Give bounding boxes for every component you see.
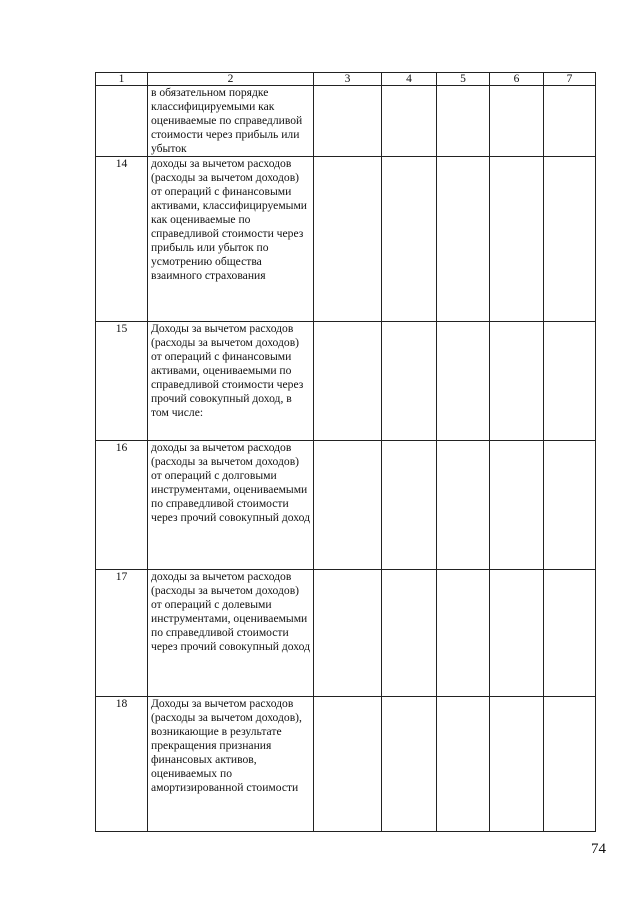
value-cell: [382, 157, 437, 322]
row-description: доходы за вычетом расходов (расходы за вычетом доходов) от операций с долевыми инструментами, оцениваемыми по справедливой стоимости через прочий совокупный доход: [148, 570, 314, 697]
value-cell: [382, 86, 437, 157]
row-description: доходы за вычетом расходов (расходы за вычетом доходов) от операций с долговыми инструментами, оцениваемыми по справедливой стоимости через прочий совокупный доход: [148, 441, 314, 570]
column-header: 4: [382, 73, 437, 86]
row-number: [96, 86, 148, 157]
value-cell: [382, 322, 437, 441]
table-row: [96, 441, 596, 570]
column-header: 7: [544, 73, 596, 86]
row-description: в обязательном порядке классифицируемыми как оцениваемые по справедливой стоимости через прибыль или убыток: [148, 86, 314, 157]
value-cell: [544, 441, 596, 570]
value-cell: [314, 157, 382, 322]
value-cell: [437, 86, 490, 157]
value-cell: [544, 86, 596, 157]
row-description: доходы за вычетом расходов (расходы за вычетом доходов) от операций с финансовыми активами, классифицируемыми как оцениваемые по справедливой стоимости через прибыль или убыток по усмотрению общества взаимного страхования: [148, 157, 314, 322]
value-cell: [490, 322, 544, 441]
value-cell: [437, 441, 490, 570]
row-number: 17: [96, 570, 148, 697]
value-cell: [314, 697, 382, 832]
value-cell: [382, 441, 437, 570]
row-number: 15: [96, 322, 148, 441]
value-cell: [437, 322, 490, 441]
value-cell: [490, 697, 544, 832]
value-cell: [314, 441, 382, 570]
value-cell: [544, 322, 596, 441]
column-header: 6: [490, 73, 544, 86]
row-description: Доходы за вычетом расходов (расходы за вычетом доходов), возникающие в результате прекращения признания финансовых активов, оцениваемых по амортизированной стоимости: [148, 697, 314, 832]
table-row: [96, 86, 596, 157]
value-cell: [437, 157, 490, 322]
row-number: 14: [96, 157, 148, 322]
table-row: [96, 157, 596, 322]
value-cell: [382, 697, 437, 832]
table-row: [96, 570, 596, 697]
table-row: [96, 697, 596, 832]
row-description: Доходы за вычетом расходов (расходы за вычетом доходов) от операций с финансовыми активами, оцениваемыми по справедливой стоимости через прочий совокупный доход, в том числе:: [148, 322, 314, 441]
column-header: 1: [96, 73, 148, 86]
value-cell: [382, 570, 437, 697]
header-row: [96, 73, 596, 86]
value-cell: [314, 570, 382, 697]
value-cell: [314, 86, 382, 157]
value-cell: [544, 570, 596, 697]
column-header: 5: [437, 73, 490, 86]
value-cell: [437, 697, 490, 832]
value-cell: [490, 157, 544, 322]
value-cell: [490, 86, 544, 157]
column-header: 2: [148, 73, 314, 86]
report-table: [95, 72, 596, 832]
page-number: 74: [591, 841, 606, 857]
table-row: [96, 322, 596, 441]
value-cell: [544, 697, 596, 832]
value-cell: [490, 570, 544, 697]
row-number: 16: [96, 441, 148, 570]
value-cell: [544, 157, 596, 322]
column-header: 3: [314, 73, 382, 86]
value-cell: [314, 322, 382, 441]
row-number: 18: [96, 697, 148, 832]
value-cell: [437, 570, 490, 697]
value-cell: [490, 441, 544, 570]
